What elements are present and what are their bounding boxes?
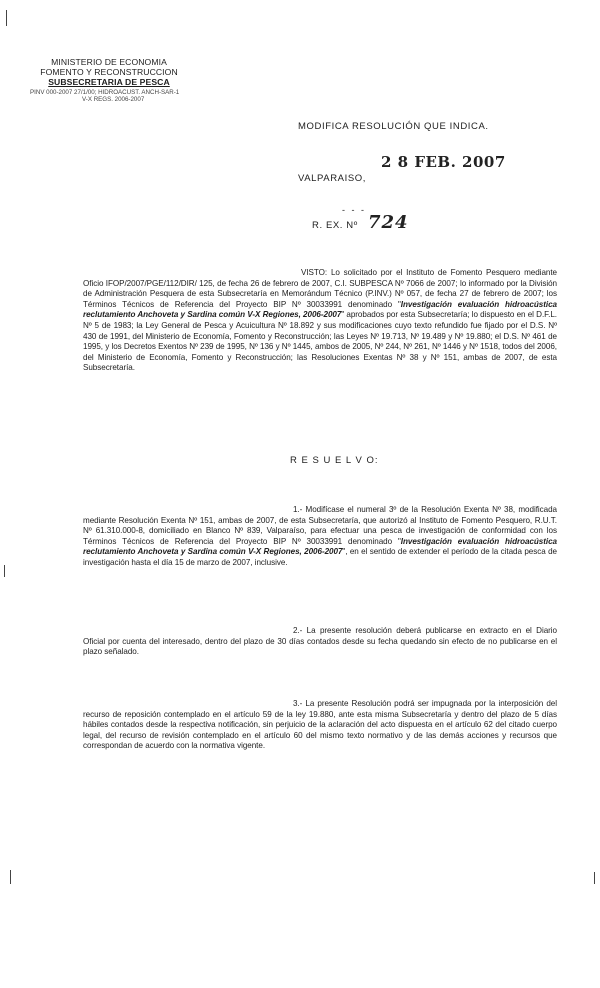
scan-edge-mark-top (6, 10, 7, 26)
visto-text-1: Lo solicitado por el Instituto de Fomento Pesquero mediante Oficio IFOP/2007/PGE/112/DIR/ 125, de fecha 26 de febrero de 2007, C.I. SUBPESCA Nº 7066 de 2007; lo informado por la División de Administración Pesquera de esta Subsecretaría en Memorándum Técnico (P.INV.) Nº 057, de fecha 27 de febrero de 2007; los Términos Técnicos de Referencia del Proyecto BIP Nº 30033991 denominado " (83, 268, 558, 309)
subject-line: MODIFICA RESOLUCIÓN QUE INDICA. (298, 121, 489, 132)
resuelvo-heading: R E S U E L V O: (290, 455, 379, 466)
reference-line-1: PINV 000-2007 27/1/00; HIDROACUST. ANCH-SAR-1 (30, 89, 180, 96)
reference-line-2: V-X REGS. 2006-2007 (82, 96, 145, 103)
item-2-text: 2.- La presente resolución deberá publicarse en extracto en el Diario Oficial por cuenta del interesado, dentro del plazo de 30 días contados desde su fecha quedando sin efecto de no publicarse en el plazo señalado. (83, 626, 557, 657)
resolution-item-3 (83, 699, 557, 752)
resolution-item-1 (83, 505, 557, 569)
item-3-text: 3.- La presente Resolución podrá ser impugnada por la interposición del recurso de reposición contemplado en el artículo 59 de la ley 19.880, ante esta misma Subsecretaría y dentro del plazo de 5 días hábiles contados desde la respectiva notificación, sin perjuicio de la aclaración del acto dispuesta en el artículo 62 del citado cuerpo legal, del recurso de revisión contemplado en el artículo 60 del mismo texto normativo y de las demás acciones y recursos que correspondan de acuerdo con la normativa vigente. (83, 699, 557, 751)
date-stamp: 2 8 FEB. 2007 (381, 153, 506, 171)
visto-project-title: Investigación evaluación hidroacústica reclutamiento Anchoveta y Sardina común V-X Regiones, 2006-2007 (83, 299, 557, 320)
rex-label: R. EX. Nº (312, 220, 358, 231)
visto-label: VISTO: (301, 268, 328, 277)
item-1-project-title: Investigación evaluación hidroacústica reclutamiento Anchoveta y Sardina común V-X Regiones, 2006-2007 (83, 536, 557, 557)
resolution-item-2 (83, 626, 557, 658)
scan-edge-mark-bottom (10, 870, 11, 884)
scan-edge-mark-left (4, 565, 5, 577)
rex-number: 724 (368, 212, 409, 233)
ministry-branch: FOMENTO Y RECONSTRUCCION (40, 67, 178, 77)
letterhead (36, 57, 182, 87)
item-1-text-suffix: ", en el sentido de extender el período de la citada pesca de investigación hasta el día 15 de marzo de 2007, inclusive. (83, 547, 557, 567)
place-label: VALPARAISO, (298, 173, 367, 184)
scan-edge-mark-right (594, 872, 595, 884)
ministry-name: MINISTERIO DE ECONOMIA (51, 57, 167, 67)
visto-text-2: " aprobados por esta Subsecretaría; lo dispuesto en el D.F.L. Nº 5 de 1983; la Ley General de Pesca y Acuicultura Nº 18.892 y sus modificaciones cuyo texto refundido fue fijado por el D.S. Nº 430 de 1991, del Ministerio de Economía, Fomento y Reconstrucción; las Leyes Nº 19.713, Nº 19.489 y Nº 19.880; el D.S. Nº 461 de 1995, y los Decretos Exentos Nº 239 de 1995, Nº 136 y Nº 1445, ambos de 2005, Nº 244, Nº 261, Nº 1446 y Nº 1518, todos del 2006, del Ministerio de Economía, Fomento y Reconstrucción; las Resoluciones Exentas Nº 38 y Nº 151, ambas de 2007, de esta Subsecretaría. (83, 310, 557, 373)
rex-dash-mark: - - - (342, 205, 366, 215)
visto-paragraph (83, 268, 557, 374)
item-1-text-prefix: 1.- Modifícase el numeral 3º de la Resolución Exenta Nº 38, modificada mediante Resolución Exenta Nº 151, ambas de 2007, de esta Subsecretaría, que autorizó al Instituto de Fomento Pesquero, R.U.T. Nº 61.310.000-8, domiciliado en Blanco Nº 839, Valparaíso, para efectuar una pesca de investigación de conformidad con los Términos Técnicos de Referencia del Proyecto BIP Nº 30033991 denominado " (83, 505, 557, 546)
subsecretariat-name: SUBSECRETARIA DE PESCA (48, 77, 170, 87)
